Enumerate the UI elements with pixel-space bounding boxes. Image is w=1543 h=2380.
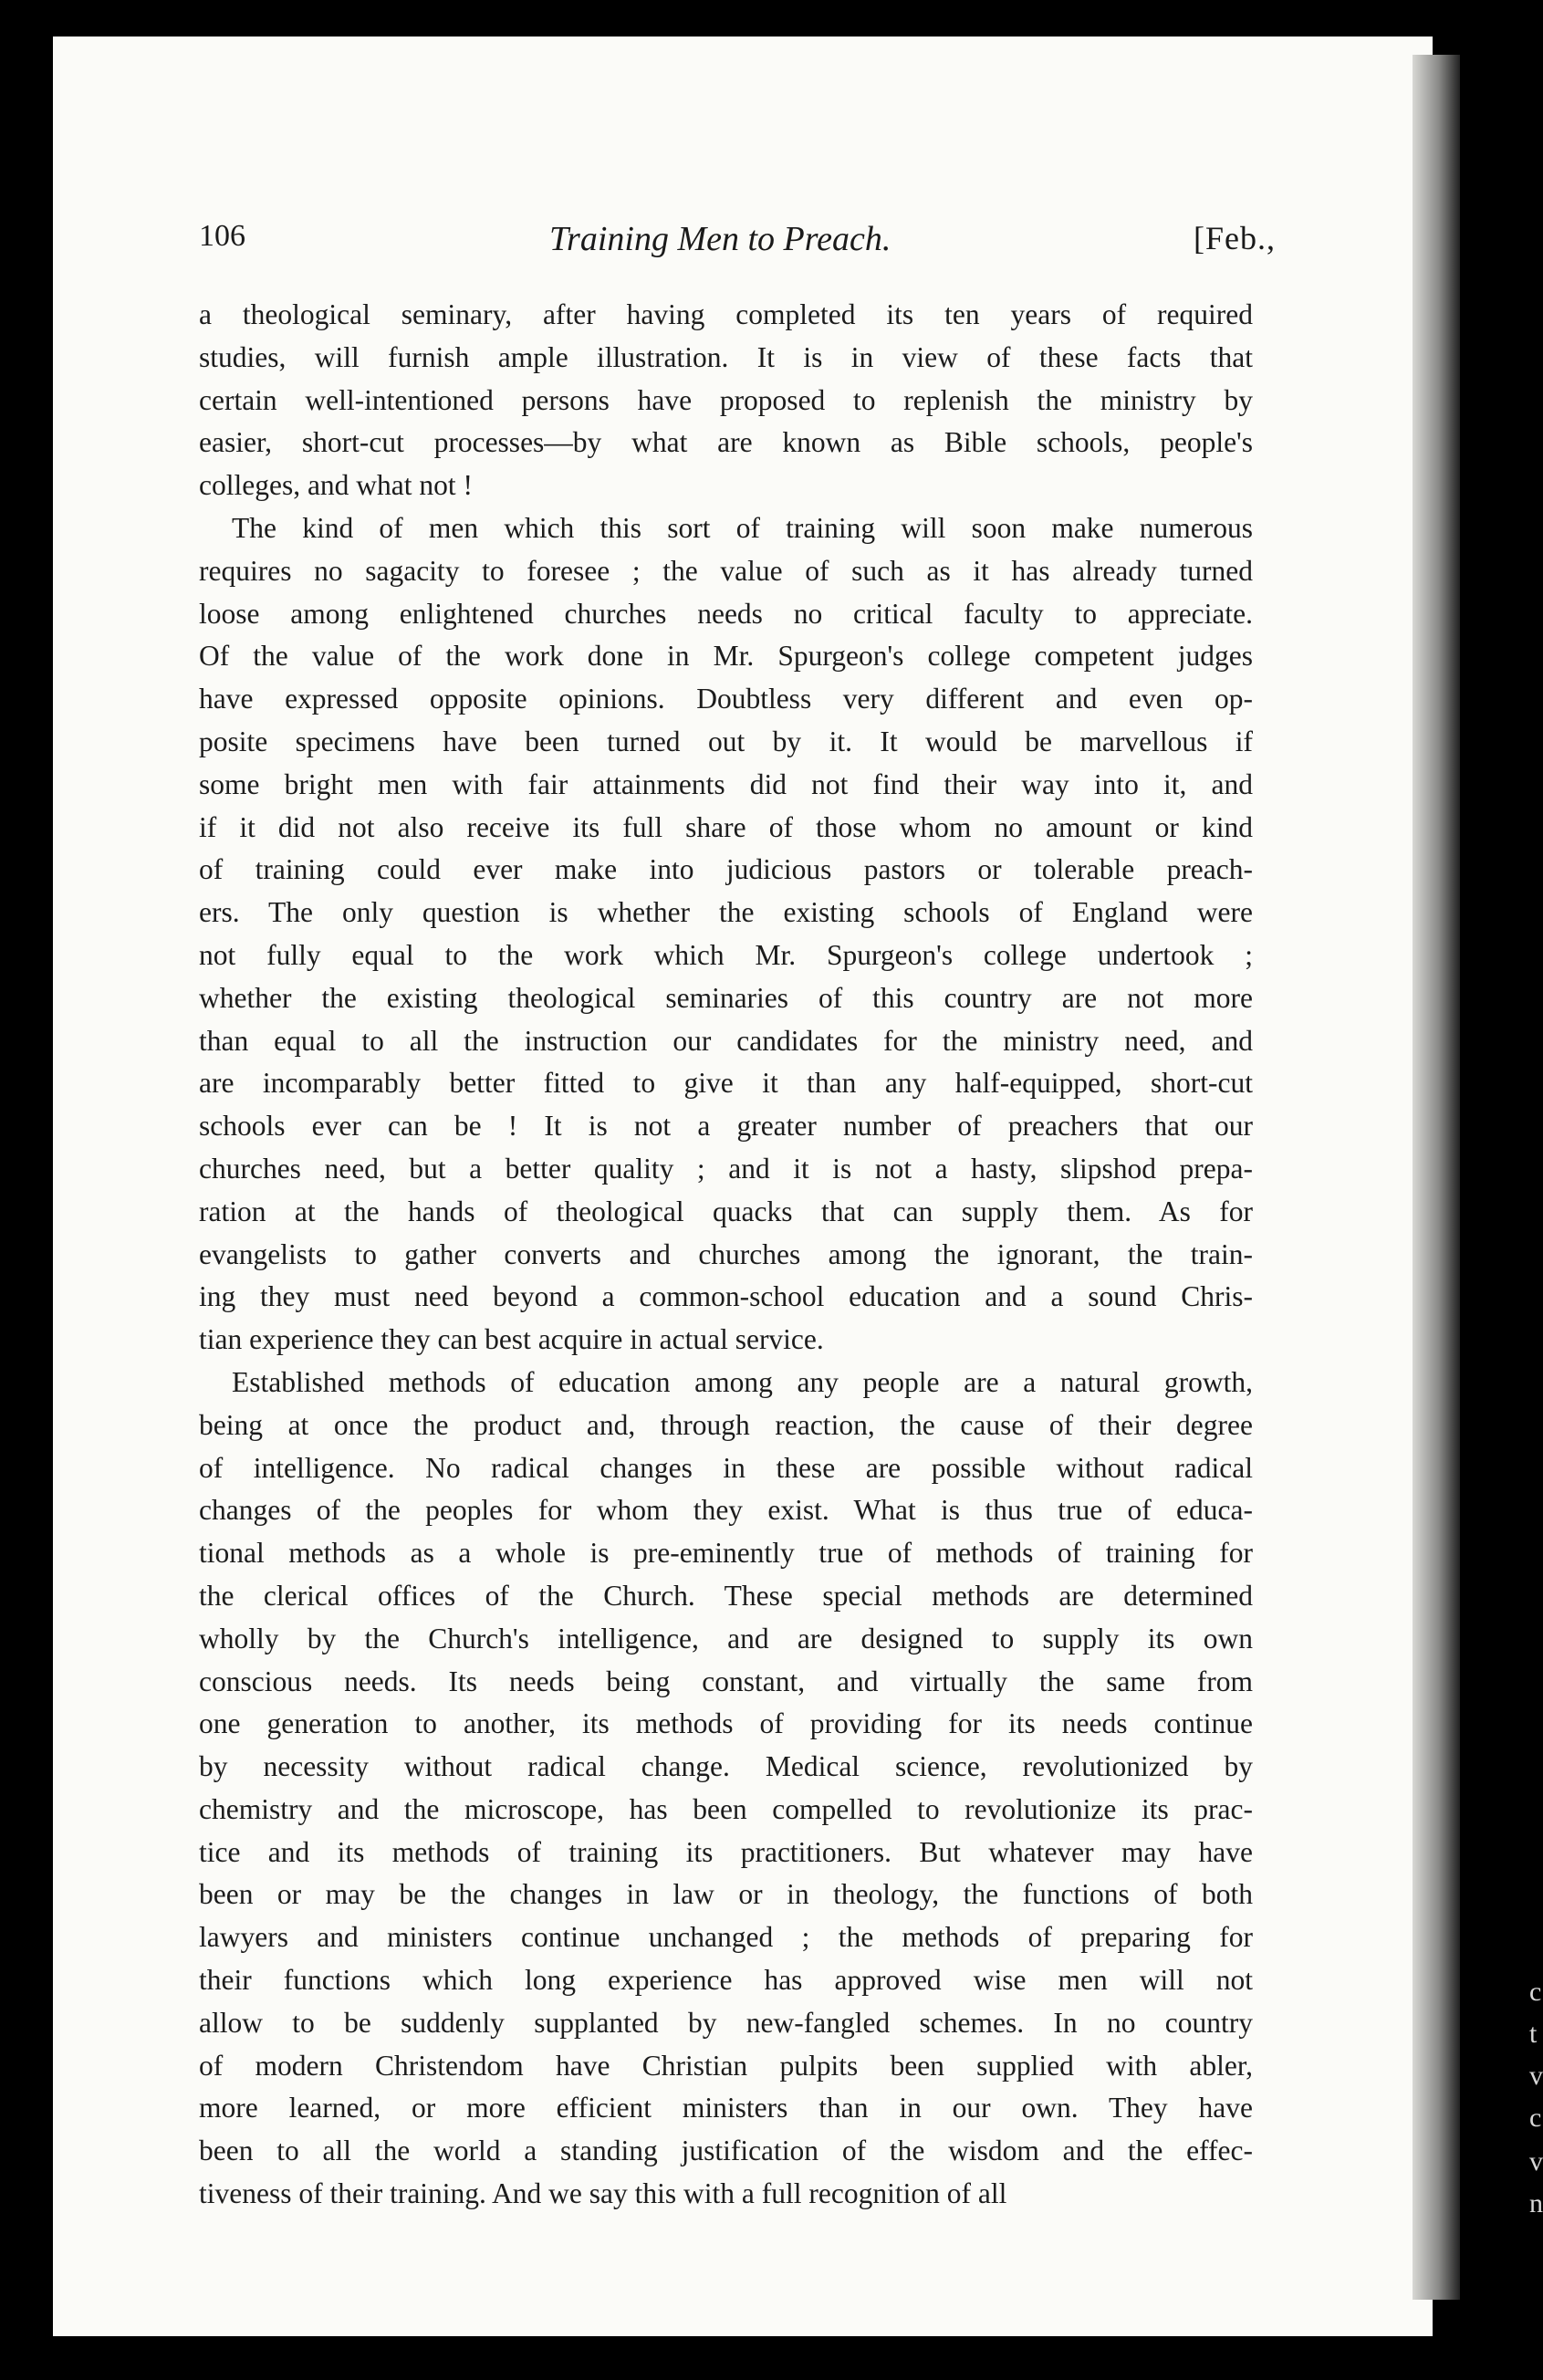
text-line: been to all the world a standing justification of the wisdom and the effec- bbox=[199, 2135, 1253, 2167]
text-line: have expressed opposite opinions. Doubtless very different and even op- bbox=[199, 683, 1253, 715]
text-line: ers. The only question is whether the existing schools of England were bbox=[199, 896, 1253, 929]
text-line: tian experience they can best acquire in actual service. bbox=[199, 1323, 824, 1356]
paragraph bbox=[199, 294, 1253, 507]
text-line: being at once the product and, through reaction, the cause of their degree bbox=[199, 1408, 1253, 1441]
text-line: ration at the hands of theological quacks that can supply them. As for bbox=[199, 1195, 1253, 1227]
text-line: of training could ever make into judicious pastors or tolerable preach- bbox=[199, 853, 1253, 886]
text-line: are incomparably better fitted to give it than any half-equipped, short-cut bbox=[199, 1067, 1253, 1100]
text-line: conscious needs. Its needs being constant, and virtually the same from bbox=[199, 1665, 1253, 1697]
text-line: by necessity without radical change. Medical science, revolutionized by bbox=[199, 1750, 1253, 1783]
text-line: changes of the peoples for whom they exist. What is thus true of educa- bbox=[199, 1494, 1253, 1527]
text-line: of modern Christendom have Christian pulpits been supplied with abler, bbox=[199, 2049, 1253, 2082]
text-line: lawyers and ministers continue unchanged ; the methods of preparing for bbox=[199, 1921, 1253, 1954]
text-line: schools ever can be ! It is not a greater number of preachers that our bbox=[199, 1110, 1253, 1143]
edge-fragment: c bbox=[1529, 1977, 1542, 2007]
text-line: chemistry and the microscope, has been compelled to revolutionize its prac- bbox=[199, 1792, 1253, 1825]
text-line: ing they must need beyond a common-school education and a sound Chris- bbox=[199, 1280, 1253, 1313]
text-line: requires no sagacity to foresee ; the value of such as it has already turned bbox=[199, 554, 1253, 587]
running-title: Training Men to Preach. bbox=[549, 220, 891, 258]
text-line: some bright men with fair attainments did not find their way into it, and bbox=[199, 767, 1253, 800]
month-mark: [Feb., bbox=[1194, 220, 1276, 256]
page-number: 106 bbox=[199, 219, 245, 253]
running-header bbox=[199, 219, 1276, 274]
text-line: easier, short-cut processes—by what are known as Bible schools, people's bbox=[199, 426, 1253, 459]
text-line: posite specimens have been turned out by it. It would be marvellous if bbox=[199, 725, 1253, 757]
text-line: one generation to another, its methods of providing for its needs continue bbox=[199, 1707, 1253, 1740]
text-line: the clerical offices of the Church. These special methods are determined bbox=[199, 1579, 1253, 1612]
text-line: wholly by the Church's intelligence, and are designed to supply its own bbox=[199, 1622, 1253, 1655]
edge-fragment: v bbox=[1529, 2061, 1543, 2091]
text-line: Established methods of education among any people are a natural growth, bbox=[232, 1365, 1253, 1398]
paragraph bbox=[199, 507, 1253, 1362]
facing-page-edge bbox=[1460, 37, 1543, 2380]
text-line: their functions which long experience has approved wise men will not bbox=[199, 1964, 1253, 1997]
edge-fragment: c bbox=[1529, 2103, 1542, 2133]
text-line: more learned, or more efficient ministers than in our own. They have bbox=[199, 2092, 1253, 2124]
text-line: not fully equal to the work which Mr. Spurgeon's college undertook ; bbox=[199, 938, 1253, 971]
book-spine-shadow bbox=[1413, 55, 1460, 2300]
text-line: churches need, but a better quality ; and it is not a hasty, slipshod prepa- bbox=[199, 1152, 1253, 1185]
text-line: tional methods as a whole is pre-eminently true of methods of training for bbox=[199, 1537, 1253, 1570]
text-line: tiveness of their training. And we say this with a full recognition of all bbox=[199, 2177, 1007, 2210]
text-line: a theological seminary, after having completed its ten years of required bbox=[199, 298, 1253, 330]
text-line: than equal to all the instruction our candidates for the ministry need, and bbox=[199, 1024, 1253, 1057]
text-line: tice and its methods of training its practitioners. But whatever may have bbox=[199, 1835, 1253, 1868]
text-line: certain well-intentioned persons have proposed to replenish the ministry by bbox=[199, 383, 1253, 416]
edge-fragment: t bbox=[1529, 2019, 1538, 2049]
text-line: loose among enlightened churches needs no critical faculty to appreciate. bbox=[199, 597, 1253, 630]
text-line: if it did not also receive its full share of those whom no amount or kind bbox=[199, 810, 1253, 843]
text-line: evangelists to gather converts and churches among the ignorant, the train- bbox=[199, 1237, 1253, 1270]
edge-fragment: v bbox=[1529, 2146, 1543, 2176]
text-line: studies, will furnish ample illustration. It is in view of these facts that bbox=[199, 340, 1253, 373]
text-line: been or may be the changes in law or in theology, the functions of both bbox=[199, 1878, 1253, 1911]
text-line: of intelligence. No radical changes in these are possible without radical bbox=[199, 1451, 1253, 1484]
text-line: colleges, and what not ! bbox=[199, 469, 474, 502]
edge-fragment: n bbox=[1529, 2188, 1543, 2218]
body-text bbox=[199, 294, 1253, 2216]
text-line: allow to be suddenly supplanted by new-fangled schemes. In no country bbox=[199, 2006, 1253, 2039]
text-line: The kind of men which this sort of training will soon make numerous bbox=[232, 511, 1253, 544]
text-line: whether the existing theological seminaries of this country are not more bbox=[199, 981, 1253, 1014]
paragraph bbox=[199, 1362, 1253, 2216]
text-line: Of the value of the work done in Mr. Spurgeon's college competent judges bbox=[199, 640, 1253, 673]
